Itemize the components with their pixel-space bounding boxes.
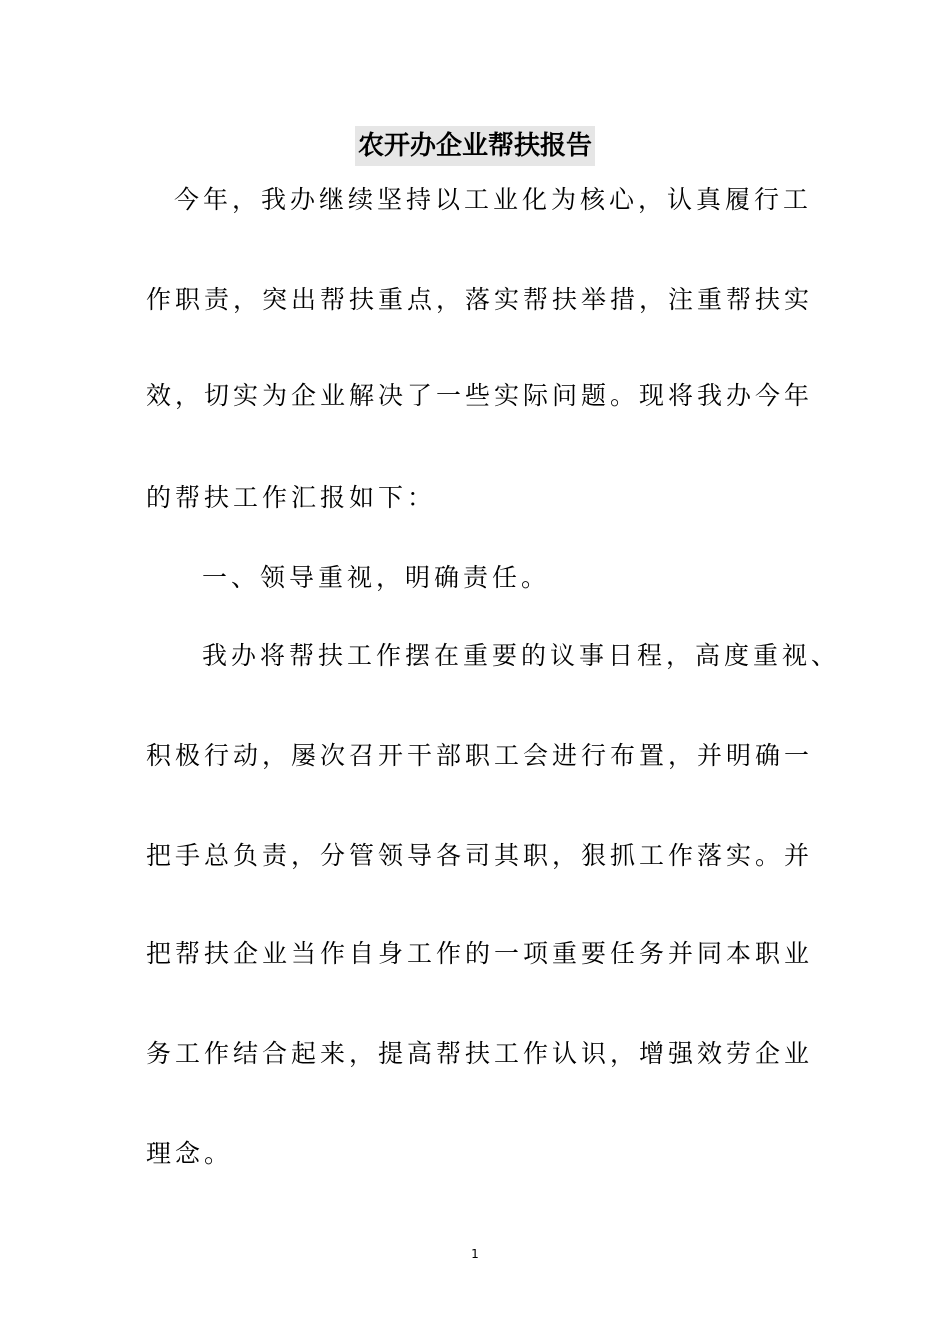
page-number: 1	[471, 1247, 479, 1261]
body-line: 作职责，突出帮扶重点，落实帮扶举措，注重帮扶实	[146, 285, 814, 314]
body-line: 把帮扶企业当作自身工作的一项重要任务并同本职业	[146, 939, 814, 968]
body-line: 积极行动，屡次召开干部职工会进行布置，并明确一	[146, 741, 814, 770]
body-line: 今年，我办继续坚持以工业化为核心，认真履行工	[174, 185, 813, 214]
body-line: 务工作结合起来，提高帮扶工作认识，增强效劳企业	[146, 1039, 814, 1068]
document-title: 农开办企业帮扶报告	[355, 126, 595, 166]
body-line: 理念。	[146, 1139, 234, 1168]
body-line: 效，切实为企业解决了一些实际问题。现将我办今年	[146, 381, 814, 410]
body-line: 的帮扶工作汇报如下：	[146, 483, 437, 512]
section-heading: 一、领导重视，明确责任。	[202, 563, 551, 592]
body-line: 我办将帮扶工作摆在重要的议事日程，高度重视、	[202, 641, 841, 670]
body-line: 把手总负责，分管领导各司其职，狠抓工作落实。并	[146, 841, 814, 870]
title-container	[0, 126, 950, 166]
